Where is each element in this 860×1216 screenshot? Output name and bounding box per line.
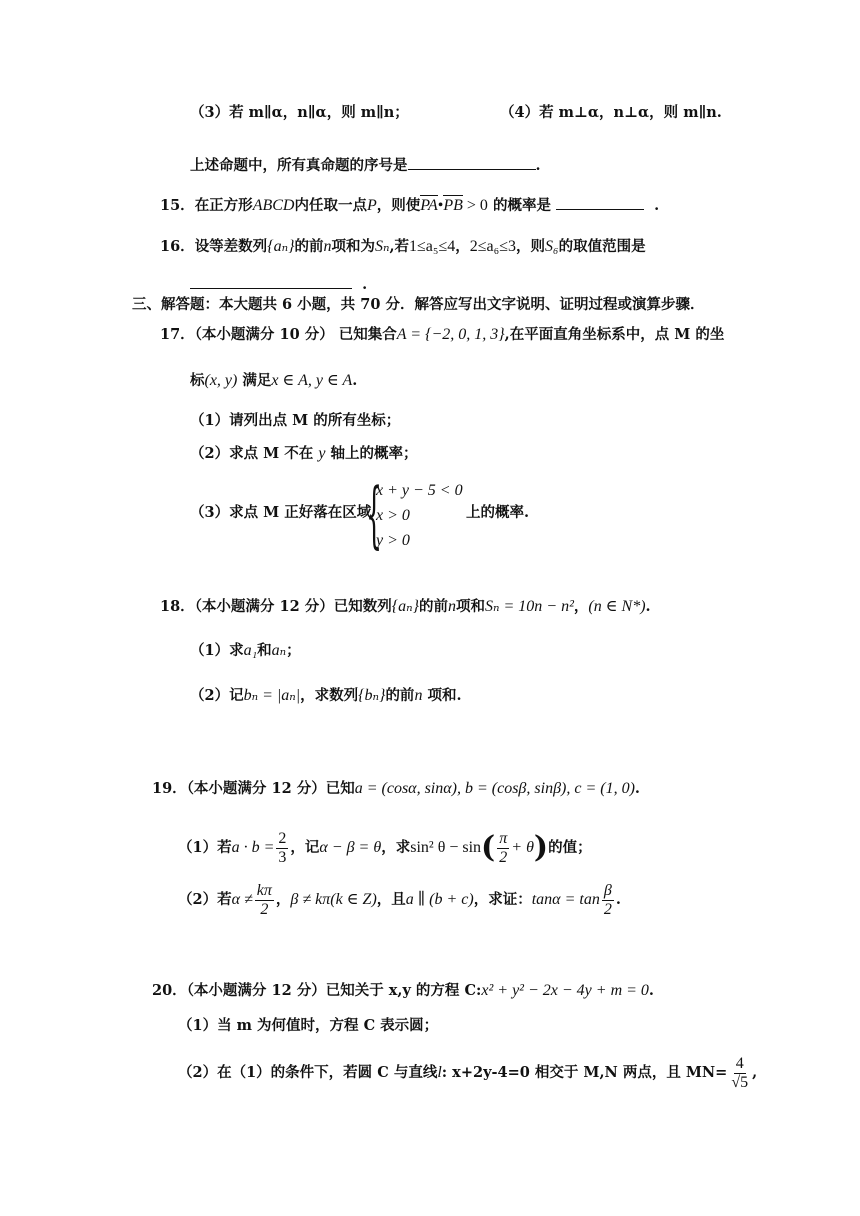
system-line-1: x + y − 5 < 0: [376, 482, 463, 499]
q20-part2: （2）在（1）的条件下，若圆 C 与直线l: x+2y-4=0 相交于 M,N 两点，且 MN= $\frac{4}{√5}$ ,: [178, 1054, 758, 1091]
system-line-3: y > 0: [376, 532, 410, 549]
q17-part2: （2）求点 M 不在 y 轴上的概率；: [190, 445, 418, 462]
q16: 16．设等差数列{aₙ}的前n项和为Sₙ,若1≤a₅≤4，2≤a₆≤3，则S₆的取值范围是: [160, 238, 646, 255]
q14-prop4: （4）若 m⊥α，n⊥α，则 m∥n.: [500, 104, 722, 121]
fraction-kpi-2: $\frac{k\pi}{2}$: [256, 881, 272, 918]
q20-part1: （1）当 m 为何值时，方程 C 表示圆；: [178, 1017, 439, 1034]
q19-stem: 19．（本小题满分 12 分）已知a = (cosα, sinα), b = (cosβ, sinβ), c = (1, 0).: [152, 780, 640, 797]
q14-question: 上述命题中，所有真命题的序号是 .: [190, 153, 541, 176]
section-3-header: 三、解答题：本大题共 6 小题，共 70 分．解答应写出文字说明、证明过程或演算步骤．: [132, 296, 705, 313]
q14-prop3: （3）若 m∥α，n∥α，则 m∥n；: [190, 104, 409, 121]
q17-stem: 17．（本小题满分 10 分） 已知集合A = {−2, 0, 1, 3},在平面直角坐标系中，点 M 的坐: [160, 326, 725, 343]
answer-blank[interactable]: [408, 153, 536, 170]
q16-answer: .: [190, 272, 367, 295]
q19-part2: （2）若α ≠ $\frac{k\pi}{2}$ ，β ≠ kπ(k ∈ Z)，且a ∥ (b + c)，求证：tanα = tan $\frac{\beta}{2}$ .: [178, 881, 621, 918]
q17-part1: （1）请列出点 M 的所有坐标；: [190, 412, 401, 429]
q18-stem: 18．（本小题满分 12 分）已知数列{aₙ}的前n项和Sₙ = 10n − n²，(n ∈ N*).: [160, 598, 651, 615]
fraction-2-3: $\frac{2}{3}$: [278, 829, 287, 866]
system-line-2: x > 0: [376, 507, 410, 524]
fraction-4-sqrt5: $\frac{4}{√5}$: [731, 1054, 749, 1091]
q15: 15．在正方形ABCD内任取一点P，则使PA•PB > 0 的概率是 .: [160, 193, 659, 216]
q17-part3-tail: 上的概率.: [466, 504, 530, 521]
left-brace: {: [366, 472, 383, 556]
answer-blank[interactable]: [556, 193, 644, 210]
fraction-beta-2: $\frac{\beta}{2}$: [603, 881, 612, 918]
q19-part1: （1）若a · b = $\frac{2}{3}$ ，记α − β = θ，求sin² θ − sin( $\frac{\pi}{2}$ + θ)的值；: [178, 829, 592, 866]
fraction-pi-2: $\frac{\pi}{2}$: [499, 829, 508, 866]
q18-part2: （2）记bₙ = |aₙ|，求数列{bₙ}的前n 项和.: [190, 687, 462, 704]
answer-blank[interactable]: [190, 272, 352, 289]
q20-stem: 20．（本小题满分 12 分）已知关于 x,y 的方程 C:x² + y² − 2x − 4y + m = 0.: [152, 982, 654, 999]
q18-part1: （1）求a₁和aₙ；: [190, 642, 301, 659]
q17-stem-2: 标(x, y) 满足x ∈ A, y ∈ A.: [190, 372, 358, 389]
q17-part3-label: （3）求点 M 正好落在区域: [190, 504, 372, 521]
